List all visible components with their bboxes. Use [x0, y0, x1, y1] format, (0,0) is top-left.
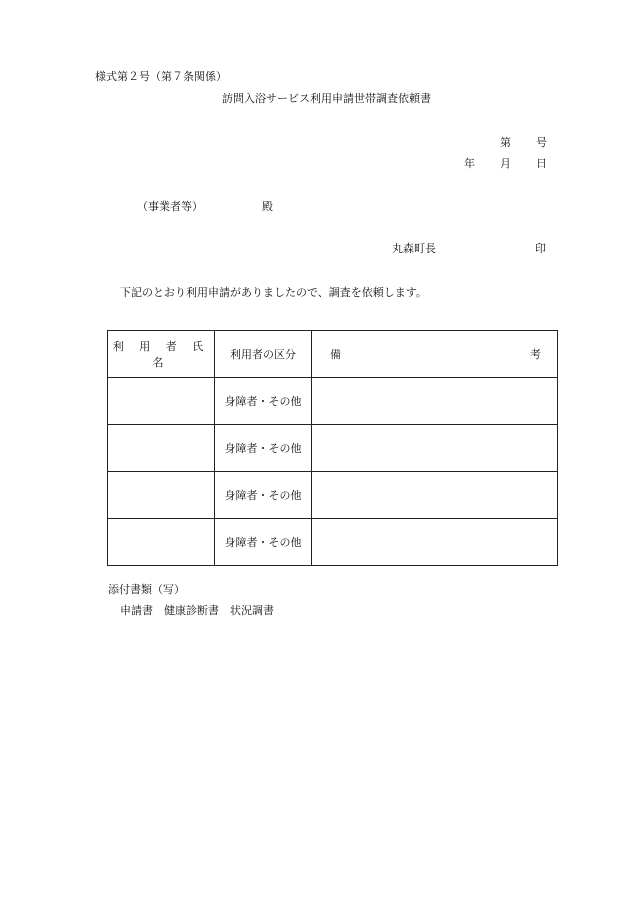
doc-number-label-suffix: 号	[536, 136, 547, 149]
table-row	[108, 519, 558, 566]
user-category-cell: 身障者・その他	[215, 519, 312, 566]
remarks-cell[interactable]	[312, 425, 558, 472]
form-number: 様式第２号（第７条関係）	[95, 70, 227, 83]
user-category-cell: 身障者・その他	[215, 378, 312, 425]
addressee-label: （事業者等）	[137, 200, 203, 213]
honorific-label: 殿	[262, 200, 273, 213]
header-remarks-char-2: 考	[530, 348, 541, 361]
header-user-category: 利用者の区分	[215, 331, 312, 378]
user-name-cell[interactable]	[108, 425, 215, 472]
table-row	[108, 425, 558, 472]
date-day-label: 日	[536, 157, 547, 170]
table-header-row	[108, 331, 558, 378]
survey-table	[107, 330, 558, 566]
header-remarks-char-1: 備	[330, 348, 341, 361]
date-month-label: 月	[500, 157, 511, 170]
user-name-cell[interactable]	[108, 519, 215, 566]
attachments-label: 添付書類（写）	[108, 583, 185, 596]
user-category-cell: 身障者・その他	[215, 425, 312, 472]
remarks-cell[interactable]	[312, 472, 558, 519]
user-name-cell[interactable]	[108, 378, 215, 425]
table-row	[108, 472, 558, 519]
seal-mark: 印	[535, 242, 546, 255]
date-year-label: 年	[464, 157, 475, 170]
user-name-cell[interactable]	[108, 472, 215, 519]
sender-name: 丸森町長	[392, 242, 436, 255]
document-title: 訪問入浴サービス利用申請世帯調査依頼書	[222, 92, 431, 105]
remarks-cell[interactable]	[312, 519, 558, 566]
doc-number-label-prefix: 第	[500, 136, 511, 149]
table-row	[108, 378, 558, 425]
body-text: 下記のとおり利用申請がありましたので、調査を依頼します。	[120, 286, 427, 299]
attachments-list: 申請書 健康診断書 状況調書	[120, 604, 274, 617]
remarks-cell[interactable]	[312, 378, 558, 425]
header-user-name: 利 用 者 氏 名	[108, 331, 215, 378]
user-category-cell: 身障者・その他	[215, 472, 312, 519]
header-remarks	[312, 331, 558, 378]
